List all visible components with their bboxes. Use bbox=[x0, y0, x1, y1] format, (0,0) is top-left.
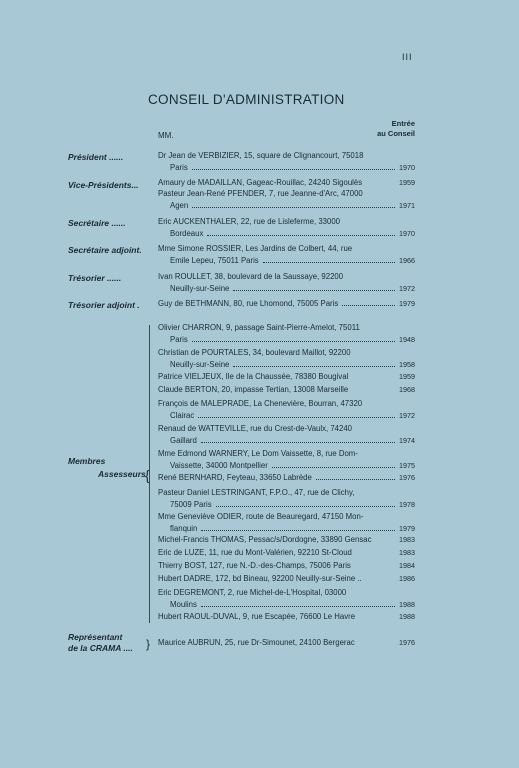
role-secretaire-adjoint: Secrétaire adjoint. bbox=[68, 245, 142, 255]
member-entry: Amaury de MADAILLAN, Gageac-Rouillac, 24240 Sigoulès 1959 bbox=[158, 178, 415, 187]
member-entry: Mme Geneviève ODIER, route de Beauregard, 47150 Mon- flanquin 1979 bbox=[158, 512, 415, 533]
header-mm: MM. bbox=[158, 131, 174, 140]
page-title: CONSEIL D'ADMINISTRATION bbox=[148, 92, 345, 107]
assesseurs-brace-tip: { bbox=[145, 467, 150, 483]
member-entry: Patrice VIELJEUX, Ile de la Chaussée, 78380 Bougival 1959 bbox=[158, 372, 415, 381]
role-vice-presidents: Vice-Présidents... bbox=[68, 180, 139, 190]
role-membres: Membres bbox=[68, 456, 106, 466]
member-entry: Michel-Francis THOMAS, Pessac/s/Dordogne, 33890 Gensac 1983 bbox=[158, 535, 415, 544]
member-entry: Hubert RAOUL-DUVAL, 9, rue Escapée, 76600 Le Havre 1988 bbox=[158, 612, 415, 621]
member-entry: Eric AUCKENTHALER, 22, rue de Lisleferme, 33000 Bordeaux 1970 bbox=[158, 217, 415, 238]
page-number: III bbox=[402, 52, 413, 62]
member-entry: Christian de POURTALES, 34, boulevard Maillot, 92200 Neuilly-sur-Seine 1958 bbox=[158, 348, 415, 369]
member-entry: Pasteur Daniel LESTRINGANT, F.P.O., 47, rue de Clichy, 75009 Paris 1978 bbox=[158, 488, 415, 509]
member-entry: René BERNHARD, Feyteau, 33650 Labrède 1976 bbox=[158, 473, 415, 482]
member-entry: Ivan ROULLET, 38, boulevard de la Saussaye, 92200 Neuilly-sur-Seine 1972 bbox=[158, 272, 415, 293]
member-entry: Mme Edmond WARNERY, Le Dom Vaissette, 8, rue Dom- Vaissette, 34000 Montpellier 1975 bbox=[158, 449, 415, 470]
member-entry: Hubert DADRE, 172, bd Bineau, 92200 Neuilly-sur-Seine .. 1986 bbox=[158, 574, 415, 583]
member-entry: Eric de LUZE, 11, rue du Mont-Valérien, 92210 St-Cloud 1983 bbox=[158, 548, 415, 557]
member-entry: Pasteur Jean-René PFENDER, 7, rue Jeanne-d'Arc, 47000 Agen 1971 bbox=[158, 189, 415, 210]
member-entry: Mme Simone ROSSIER, Les Jardins de Colbert, 44, rue Emile Lepeu, 75011 Paris 1966 bbox=[158, 244, 415, 265]
role-representant: Représentant bbox=[68, 632, 123, 642]
role-crama: de la CRAMA .... bbox=[68, 643, 133, 653]
role-tresorier: Trésorier ...... bbox=[68, 273, 122, 283]
member-entry: Claude BERTON, 20, impasse Tertian, 13008 Marseille 1968 bbox=[158, 385, 415, 394]
member-entry: Guy de BETHMANN, 80, rue Lhomond, 75005 Paris 1979 bbox=[158, 299, 415, 308]
member-entry: Dr Jean de VERBIZIER, 15, square de Clignancourt, 75018 Paris 1970 bbox=[158, 151, 415, 172]
member-entry: François de MALEPRADE, La Chenevière, Bourran, 47320 Clairac 1972 bbox=[158, 399, 415, 420]
role-president: Président ...... bbox=[68, 152, 124, 162]
role-tresorier-adjoint: Trésorier adjoint . bbox=[68, 300, 140, 310]
crama-brace: } bbox=[146, 637, 151, 651]
member-entry: Olivier CHARRON, 9, passage Saint-Pierre-Amelot, 75011 Paris 1948 bbox=[158, 323, 415, 344]
header-au-conseil: au Conseil bbox=[377, 129, 415, 138]
role-assesseurs: Assesseurs bbox=[98, 469, 146, 479]
member-entry: Thierry BOST, 127, rue N.-D.-des-Champs, 75006 Paris 1984 bbox=[158, 561, 415, 570]
member-entry: Eric DEGREMONT, 2, rue Michel-de-L'Hospital, 03000 Moulins 1988 bbox=[158, 588, 415, 609]
member-entry: Maurice AUBRUN, 25, rue Dr-Simounet, 24100 Bergerac 1976 bbox=[158, 638, 415, 647]
header-entree: Entrée bbox=[391, 119, 415, 128]
member-entry: Renaud de WATTEVILLE, rue du Crest-de-Vaulx, 74240 Gaillard 1974 bbox=[158, 424, 415, 445]
role-secretaire: Secrétaire ...... bbox=[68, 218, 126, 228]
